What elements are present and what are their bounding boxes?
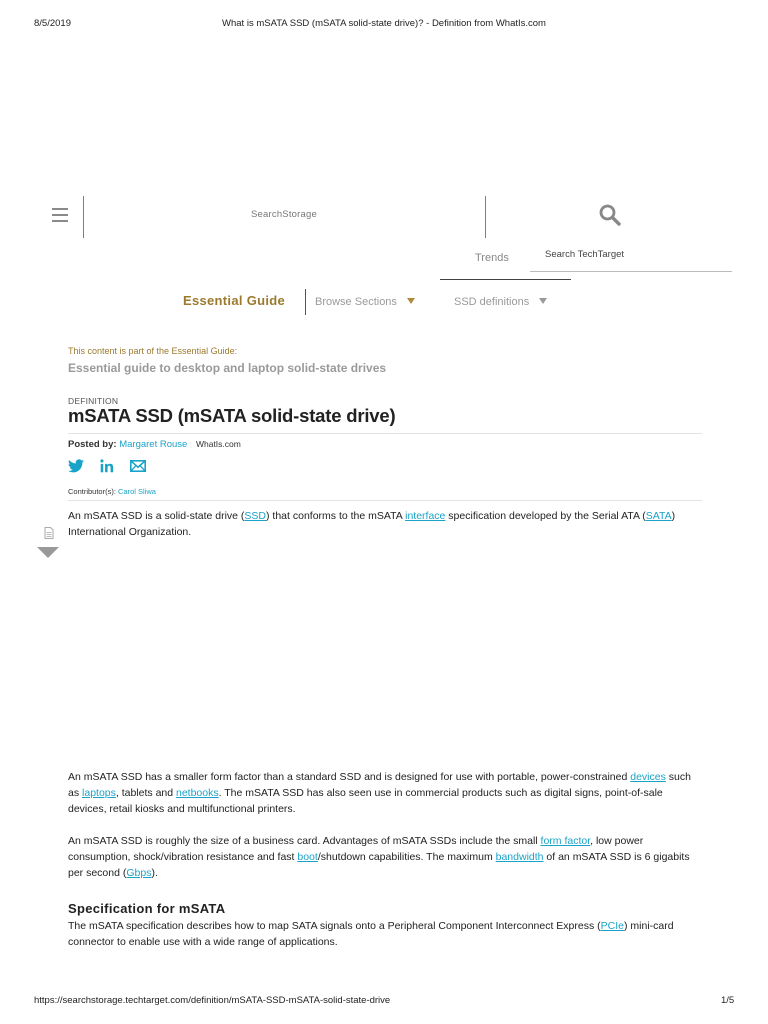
print-url: https://searchstorage.techtarget.com/definition/mSATA-SSD-mSATA-solid-state-drive — [34, 995, 391, 1006]
text-run: The mSATA specification describes how to map SATA signals onto a Peripheral Component Interconnect Express ( — [68, 920, 601, 932]
essential-guide-notice: This content is part of the Essential Guide: — [68, 346, 238, 356]
text-run: . The mSATA SSD has also seen use in commercial products such as digital signs, point-of-sale devices, retail kiosks and multifunctional printers. — [68, 787, 663, 815]
text-run: /shutdown capabilities. The maximum — [317, 851, 496, 863]
page-corner-marker — [37, 547, 59, 558]
browse-sections-label: Browse Sections — [315, 296, 397, 308]
link-pcie[interactable]: PCIe — [600, 920, 624, 932]
essential-guide-title[interactable]: Essential guide to desktop and laptop solid-state drives — [68, 361, 387, 375]
link-form-factor[interactable]: form factor — [540, 835, 591, 847]
text-run: ) that conforms to the mSATA — [266, 510, 406, 522]
magnifier-icon[interactable] — [598, 203, 622, 227]
text-run: ). — [151, 867, 158, 879]
text-run: ) mini-card connector to enable use with a wide range of applications. — [68, 920, 674, 948]
print-page-title: What is mSATA SSD (mSATA solid-state drive)? - Definition from WhatIs.com — [222, 18, 546, 29]
site-name: WhatIs.com — [195, 439, 241, 449]
text-run: such as — [68, 771, 691, 799]
link-sata[interactable]: SATA — [645, 510, 672, 522]
document-icon[interactable] — [44, 527, 54, 539]
link-gbps[interactable]: Gbps — [126, 867, 152, 879]
contributor-label: Contributor(s): — [68, 487, 116, 496]
link-interface[interactable]: interface — [405, 510, 446, 522]
paragraph-form-factor — [68, 769, 702, 817]
twitter-icon[interactable] — [68, 459, 84, 473]
search-input-underline — [530, 271, 732, 272]
link-netbooks[interactable]: netbooks — [176, 787, 219, 799]
browse-sections-dropdown[interactable] — [315, 296, 415, 308]
text-run: , tablets and — [115, 787, 176, 799]
contributors — [68, 487, 156, 496]
chevron-down-icon — [407, 298, 415, 304]
trends-tab[interactable]: Trends — [475, 252, 509, 264]
link-boot[interactable]: boot — [297, 851, 318, 863]
header-divider-right — [485, 196, 486, 238]
posted-by-label: Posted by: — [68, 439, 117, 450]
divider — [68, 500, 702, 501]
text-run: specification developed by the Serial ATA ( — [445, 510, 646, 522]
paragraph-intro — [68, 508, 702, 540]
text-run: of an mSATA SSD is 6 gigabits per second ( — [68, 851, 690, 879]
contributor-link[interactable]: Carol Sliwa — [118, 487, 156, 496]
paragraph-specification — [68, 918, 702, 950]
ssd-definitions-label: SSD definitions — [454, 296, 530, 308]
ssd-definitions-dropdown[interactable] — [454, 296, 547, 308]
link-devices[interactable]: devices — [630, 771, 666, 783]
page-title: mSATA SSD (mSATA solid-state drive) — [68, 405, 396, 426]
link-laptops[interactable]: laptops — [82, 787, 116, 799]
print-date: 8/5/2019 — [34, 18, 71, 29]
text-run: An mSATA SSD has a smaller form factor than a standard SSD and is designed for use with portable, power-constrained — [68, 771, 631, 783]
link-ssd[interactable]: SSD — [244, 510, 267, 522]
hamburger-menu-icon[interactable] — [52, 208, 68, 222]
text-run: An mSATA SSD is a solid-state drive ( — [68, 510, 245, 522]
email-icon[interactable] — [130, 459, 146, 473]
text-run: An mSATA SSD is roughly the size of a business card. Advantages of mSATA SSDs include the small — [68, 835, 541, 847]
text-run: , low power consumption, shock/vibration resistance and fast — [68, 835, 644, 863]
paragraph-advantages — [68, 833, 702, 881]
byline — [68, 439, 241, 450]
linkedin-icon[interactable] — [100, 459, 114, 473]
author-link[interactable]: Margaret Rouse — [119, 439, 188, 450]
trends-underline — [440, 279, 571, 280]
link-bandwidth[interactable]: bandwidth — [495, 851, 544, 863]
nav-separator — [305, 289, 306, 315]
chevron-down-icon — [539, 298, 547, 304]
divider — [68, 433, 702, 434]
search-techtarget-input[interactable]: Search TechTarget — [545, 249, 625, 260]
print-page-number: 1/5 — [721, 995, 735, 1006]
site-brand[interactable]: SearchStorage — [251, 209, 317, 220]
section-heading-specification: Specification for mSATA — [68, 901, 226, 916]
definition-label: DEFINITION — [68, 396, 119, 406]
essential-guide-link[interactable]: Essential Guide — [183, 293, 286, 308]
text-run: ) International Organization. — [68, 510, 676, 538]
